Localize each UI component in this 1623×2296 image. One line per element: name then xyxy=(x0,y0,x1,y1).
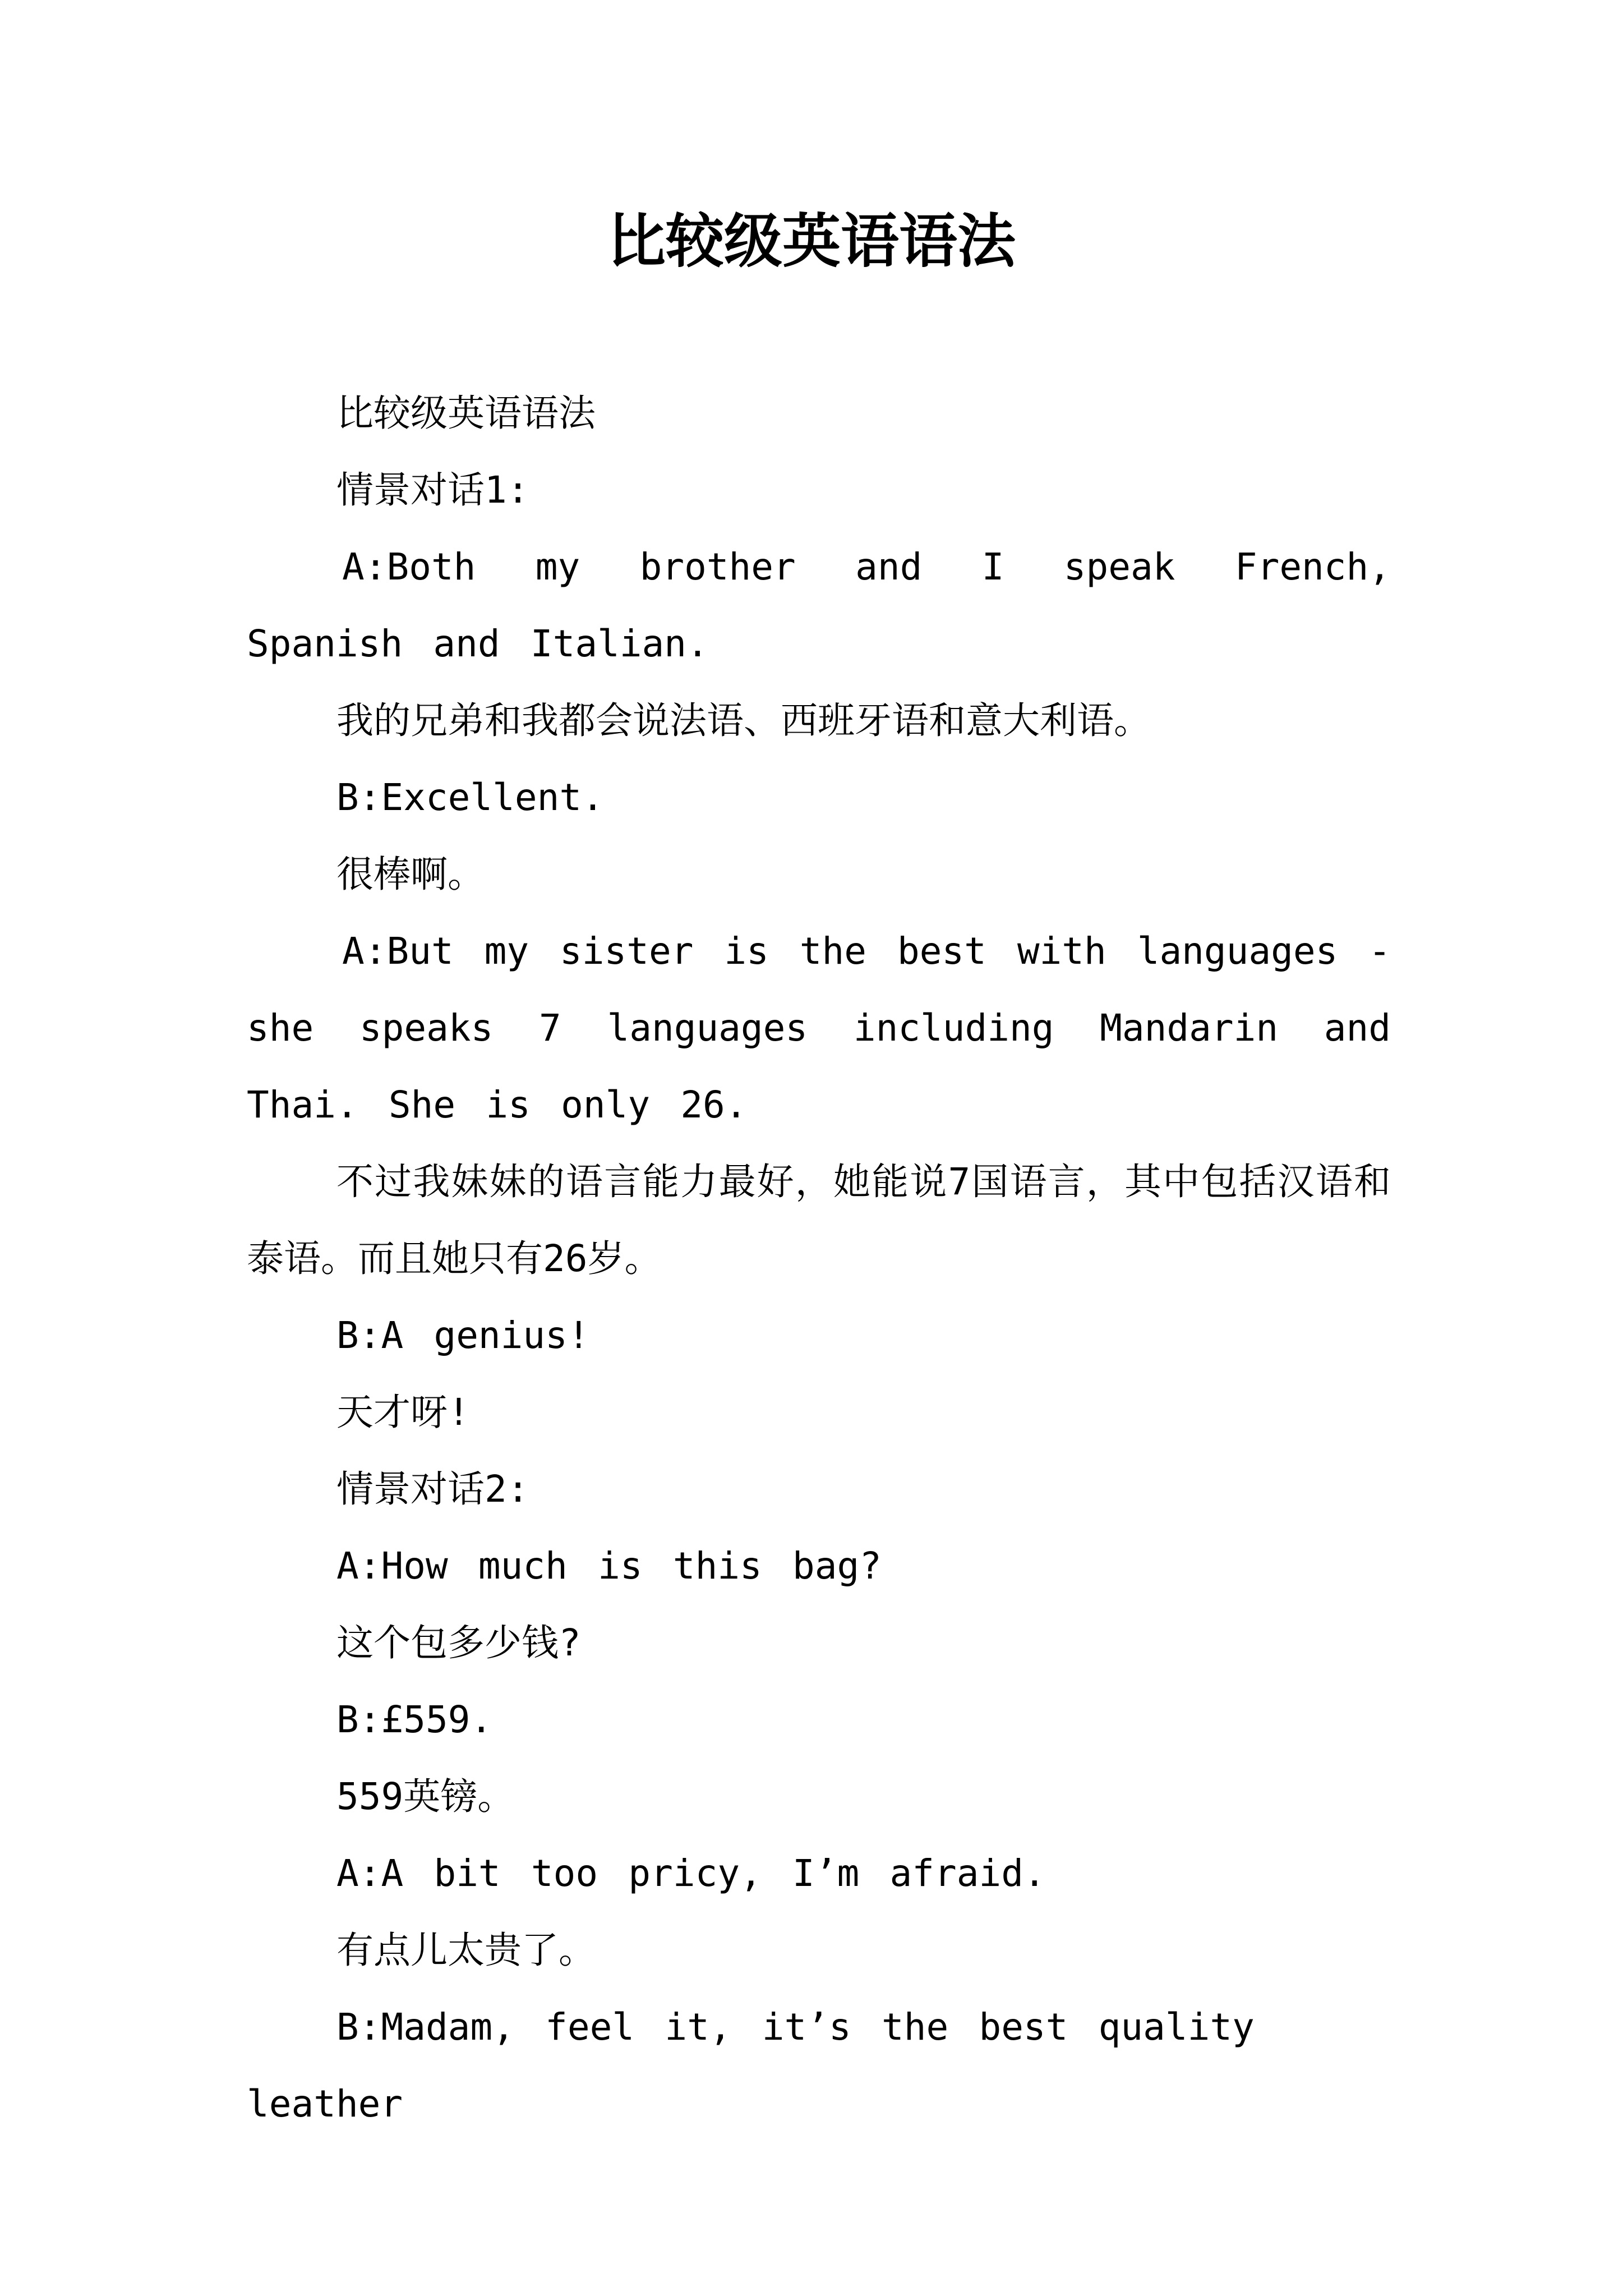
paragraph-dialogue-2-heading: 情景对话2: xyxy=(336,1467,529,1511)
paragraph-dialogue-1-heading: 情景对话1: xyxy=(336,468,529,512)
paragraph-dialogue-line: A:But my sister is the best with languages - she speaks 7 languages including Mandarin and Thai. She is only 26. xyxy=(247,930,1391,1126)
paragraph-translation: 很棒啊。 xyxy=(336,853,485,896)
paragraph-dialogue-line: A:A bit too pricy, I’m afraid. xyxy=(336,1852,1046,1895)
paragraph-dialogue-line: A:How much is this bag? xyxy=(336,1544,882,1588)
paragraph-dialogue-line: B:Madam, feel it, it’s the best quality leather xyxy=(247,2005,1255,2125)
paragraph-dialogue-line: B:A genius! xyxy=(336,1314,590,1357)
paragraph-translation: 我的兄弟和我都会说法语、西班牙语和意大利语。 xyxy=(336,699,1151,742)
paragraph-translation: 有点儿太贵了。 xyxy=(336,1929,596,1972)
paragraph-subtitle: 比较级英语语法 xyxy=(336,392,596,435)
paragraph-translation: 这个包多少钱? xyxy=(336,1621,581,1664)
paragraph-translation: 天才呀! xyxy=(336,1391,470,1434)
paragraph-dialogue-line: B:Excellent. xyxy=(336,776,604,819)
paragraph-translation: 559英镑。 xyxy=(336,1775,515,1818)
document-title: 比较级英语语法 xyxy=(607,206,1016,275)
paragraph-translation: 不过我妹妹的语言能力最好，她能说7国语言，其中包括汉语和泰语。而且她只有26岁。 xyxy=(247,1160,1391,1280)
document-body xyxy=(247,375,1391,2142)
paragraph-dialogue-line: A:Both my brother and I speak French, Spanish and Italian. xyxy=(247,545,1391,665)
paragraph-dialogue-line: B:£559. xyxy=(336,1698,493,1741)
